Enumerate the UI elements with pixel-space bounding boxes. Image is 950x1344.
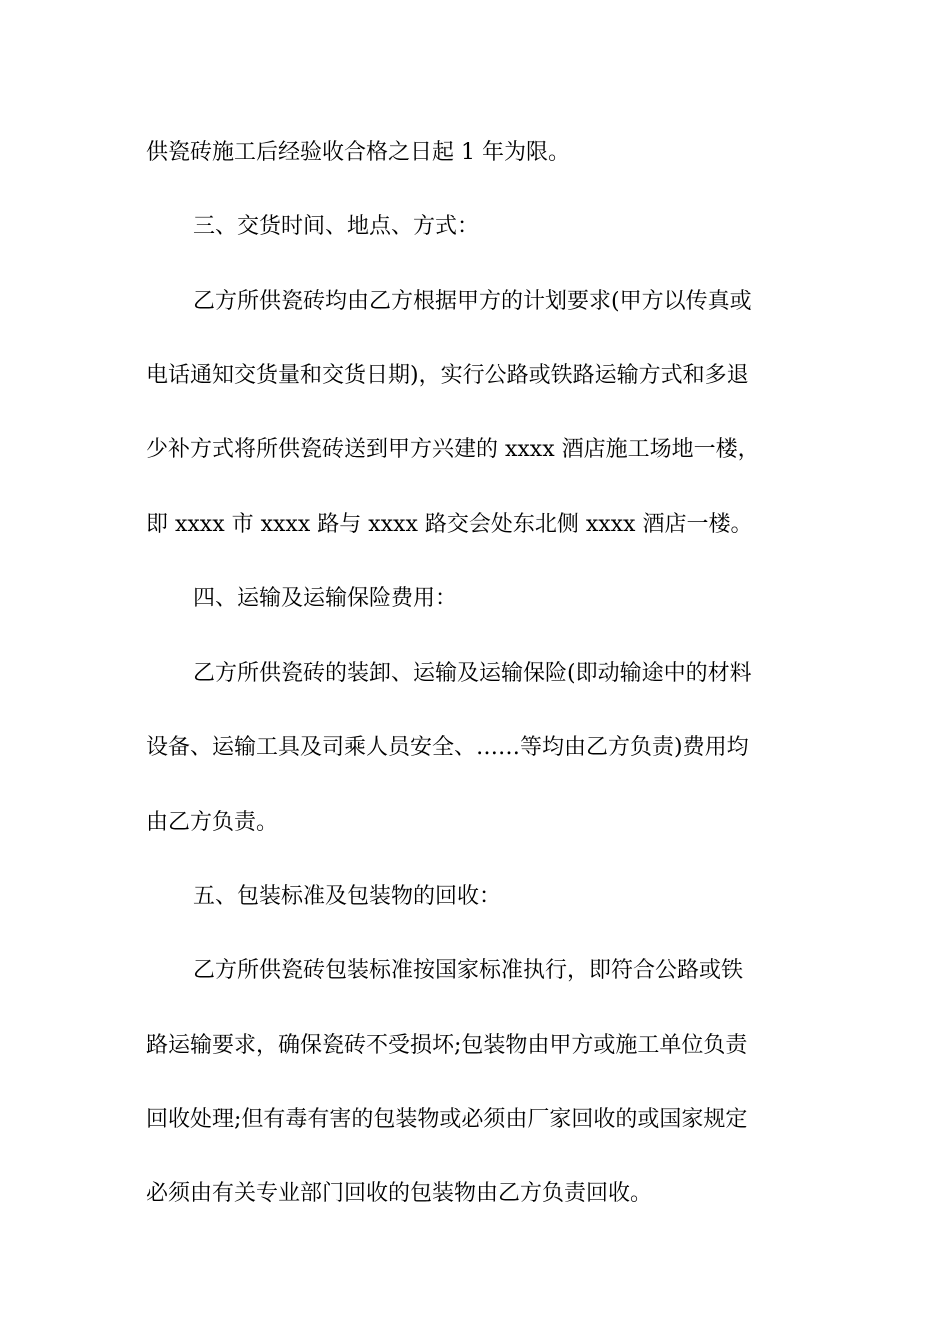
paragraph-line: 路运输要求，确保瓷砖不受损坏;包装物由甲方或施工单位负责 [146, 1033, 748, 1058]
section-heading-packaging: 五、包装标准及包装物的回收： [193, 884, 502, 909]
paragraph-line: 乙方所供瓷砖均由乙方根据甲方的计划要求(甲方以传真或 [193, 289, 752, 314]
section-heading-delivery: 三、交货时间、地点、方式： [193, 214, 480, 239]
paragraph-line: 必须由有关专业部门回收的包装物由乙方负责回收。 [146, 1181, 653, 1206]
paragraph-line: 由乙方负责。 [146, 810, 279, 835]
paragraph-line: 电话通知交货量和交货日期)，实行公路或铁路运输方式和多退 [146, 363, 749, 388]
paragraph-line: 乙方所供瓷砖的装卸、运输及运输保险(即动输途中的材料 [193, 661, 752, 686]
section-heading-transport: 四、运输及运输保险费用： [193, 586, 458, 611]
text-line-continuation: 供瓷砖施工后经验收合格之日起 1 年为限。 [146, 140, 570, 165]
paragraph-line: 乙方所供瓷砖包装标准按国家标准执行，即符合公路或铁 [193, 958, 744, 983]
paragraph-line: 少补方式将所供瓷砖送到甲方兴建的 xxxx 酒店施工场地一楼， [146, 437, 760, 462]
paragraph-line: 回收处理;但有毒有害的包装物或必须由厂家回收的或国家规定 [146, 1107, 748, 1132]
paragraph-line: 设备、运输工具及司乘人员安全、……等均由乙方负责)费用均 [146, 735, 749, 760]
paragraph-line: 即 xxxx 市 xxxx 路与 xxxx 路交会处东北侧 xxxx 酒店一楼。 [146, 512, 753, 537]
